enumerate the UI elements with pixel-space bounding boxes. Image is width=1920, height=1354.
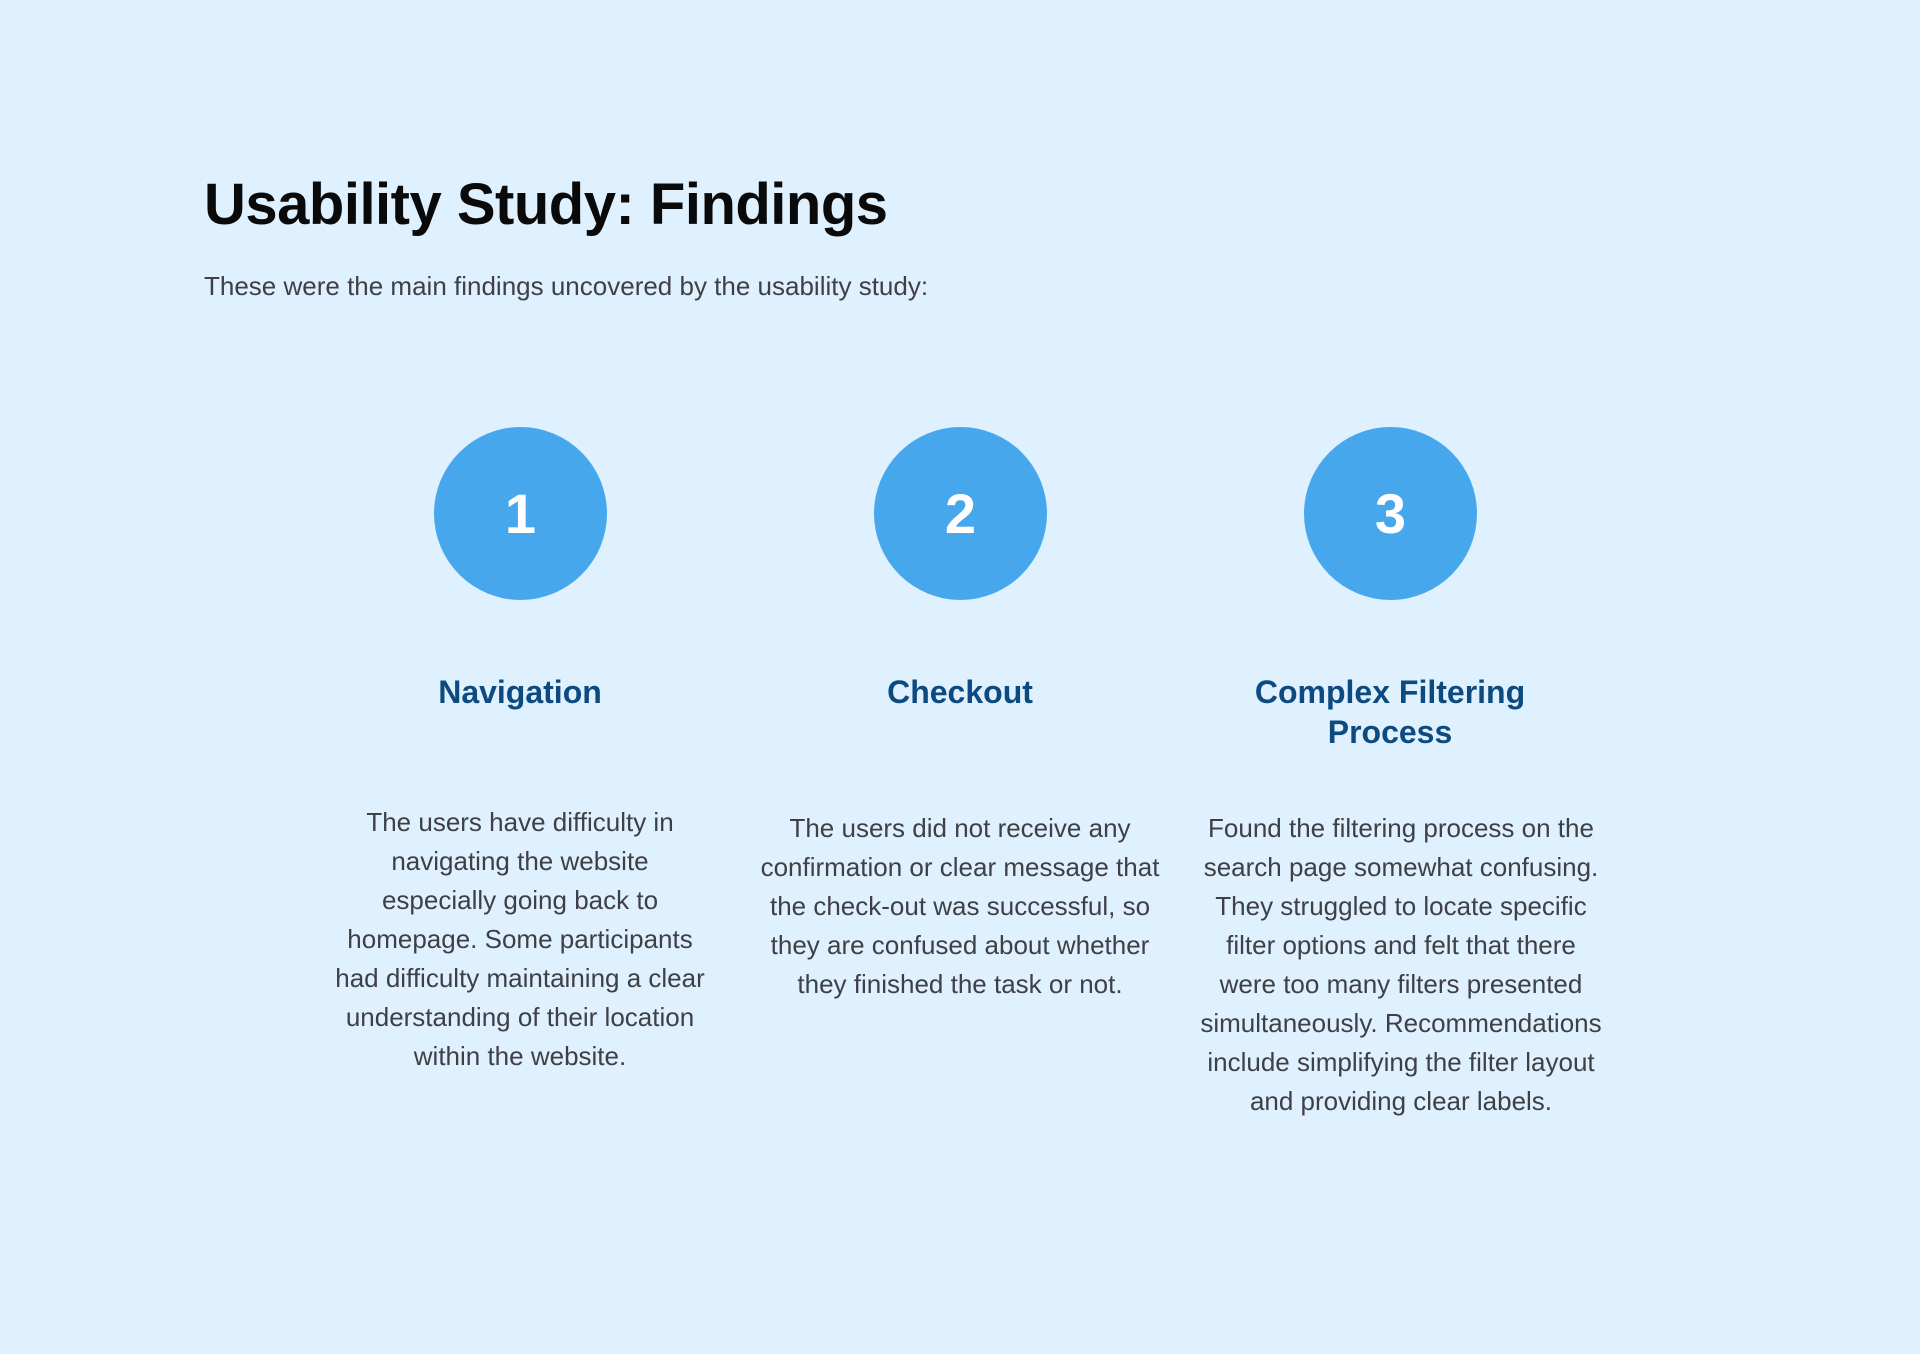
finding-card-navigation xyxy=(310,0,730,1354)
finding-title: Navigation xyxy=(438,674,602,710)
page-title: Usability Study: Findings xyxy=(204,172,888,237)
finding-card-checkout xyxy=(750,0,1170,1354)
page-subtitle: These were the main findings uncovered by the usability study: xyxy=(204,271,929,301)
finding-description: Found the filtering process on the search page somewhat confusing. They struggled to locate specific filter options and felt that there were too many filters presented simultaneously. Recommendations include simplifying the filter layout and providing clear labels. xyxy=(1200,813,1602,1116)
finding-title: Checkout xyxy=(887,674,1033,710)
finding-description: The users have difficulty in navigating the website especially going back to homepage. Some participants had difficulty maintaining a clear understanding of their location within the website. xyxy=(335,807,705,1071)
finding-description: The users did not receive any confirmation or clear message that the check-out was successful, so they are confused about whether they finished the task or not. xyxy=(760,813,1160,999)
finding-title: Complex Filtering Process xyxy=(1254,674,1526,750)
finding-number-badge: 2 xyxy=(874,427,1047,600)
finding-number-badge: 1 xyxy=(434,427,607,600)
finding-number-badge: 3 xyxy=(1304,427,1477,600)
finding-card-complex-filtering xyxy=(1180,0,1600,1354)
